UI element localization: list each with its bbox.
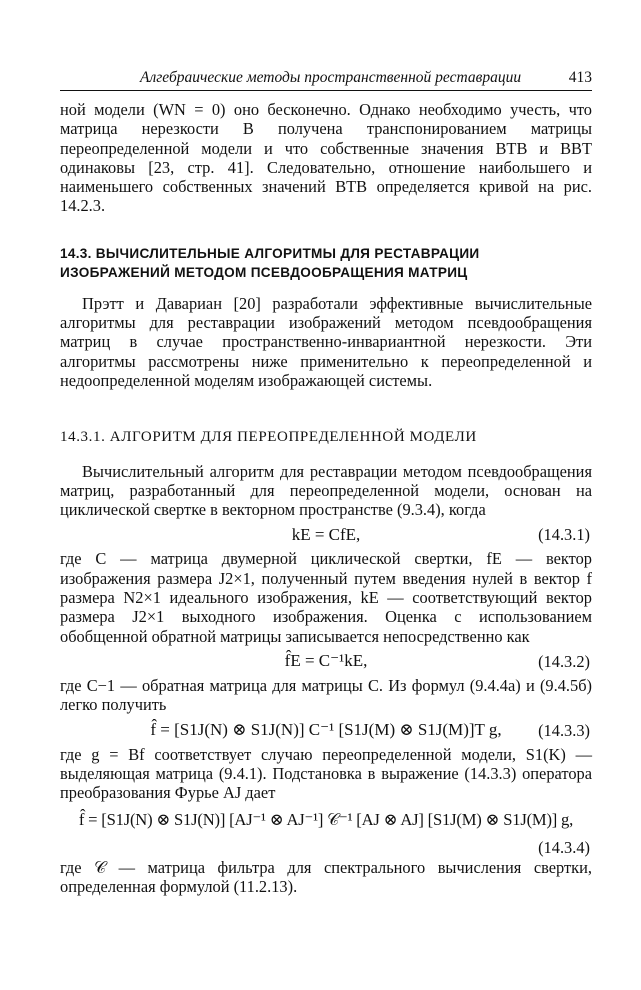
equation-14-3-2 [60,646,592,676]
equation-number: (14.3.2) [538,651,590,671]
paragraph-7: где 𝒞 — матрица фильтра для спектрального вычисления свертки, определенная формулой (11.2.13). [60,857,592,897]
equation-14-3-4 [60,810,592,838]
equation-number: (14.3.3) [538,720,590,740]
paragraph-3: Вычислительный алгоритм для реставрации методом псевдообращения матриц, разработанный для переопределенной модели, основан на циклической свертке в векторном пространстве (9.3.4), когда [60,461,592,520]
equation-formula: f̂E = C⁻¹kE, [284,651,368,671]
equation-14-3-3 [60,715,592,745]
paragraph-2: Прэтт и Давариан [20] разработали эффективные вычислительные алгоритмы для реставрации изображений методом псевдообращения матриц в случае пространственно-инвариантной нерезкости. Эти алгоритмы рассмотрены ниже применительно к переопределенной и недоопределенной моделям изображающей системы. [60,293,592,390]
paragraph-4: где C — матрица двумерной циклической свертки, fE — вектор изображения размера J2×1, полученный путем введения нулей в вектор f размера N2×1 идеального изображения, kE — соответствующий вектор размера J2×1 выходного изображения. Оценка с использованием обобщенной обратной матрицы записывается непосредственно как [60,549,592,646]
paragraph-1: ной модели (WN = 0) оно бесконечно. Однако необходимо учесть, что матрица нерезкости B получена транспонированием матрицы переопределенной модели и что собственные значения BTB и BBT одинаковы [23, стр. 41]. Следовательно, отношение наибольшего и наименьшего собственных значений BTB определяется кривой на рис. 14.2.3. [60,100,592,216]
section-heading: 14.3. ВЫЧИСЛИТЕЛЬНЫЕ АЛГОРИТМЫ ДЛЯ РЕСТАВРАЦИИ ИЗОБРАЖЕНИЙ МЕТОДОМ ПСЕВДООБРАЩЕНИЯ МАТРИЦ [60,245,480,280]
subsection-heading: 14.3.1. АЛГОРИТМ ДЛЯ ПЕРЕОПРЕДЕЛЕННОЙ МОДЕЛИ [60,429,477,446]
equation-number: (14.3.1) [538,525,590,545]
paragraph-5: где C−1 — обратная матрица для матрицы C. Из формул (9.4.4а) и (9.4.5б) легко получить [60,675,592,715]
running-title: Алгебраические методы пространственной реставрации [140,69,522,86]
page-header [60,66,592,91]
equation-number: (14.3.4) [538,838,590,858]
equation-formula: kE = CfE, [291,524,361,544]
paragraph-6: где g = Bf соответствует случаю переопределенной модели, S1(K) — выделяющая матрица (9.4.1). Подстановка в выражение (14.3.3) оператора преобразования Фурье AJ дает [60,744,592,803]
equation-formula: f̂ = [S1J(N) ⊗ S1J(N)] C⁻¹ [S1J(M) ⊗ S1J(M)]T g, [150,719,502,739]
page-body [60,100,592,896]
equation-14-3-1 [60,519,592,549]
equation-formula: f̂ = [S1J(N) ⊗ S1J(N)] [AJ⁻¹ ⊗ AJ⁻¹] 𝒞⁻¹ [AJ ⊗ AJ] [S1J(M) ⊗ S1J(M)] g, [78,810,574,830]
page-number: 413 [568,69,592,86]
